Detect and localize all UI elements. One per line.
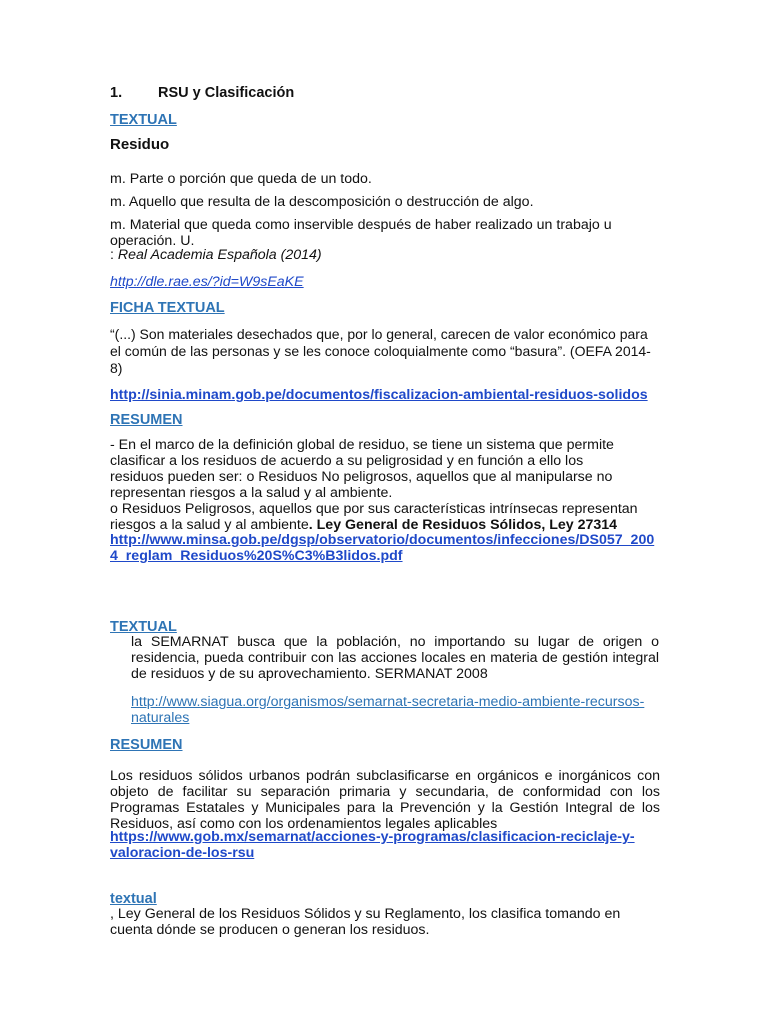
label-textual-1 [110,112,660,128]
minsa-link[interactable]: http://www.minsa.gob.pe/dgsp/observatorio/documentos/infecciones/DS057_2004_reglam_Residuos%20S%C3%B3lidos.pdf [110,532,655,564]
resumen-1-text: - En el marco de la definición global de residuo, se tiene un sistema que permite clasificar a los residuos de acuerdo a su peligrosidad y en función a ello los residuos pueden ser: o Residuos No peligrosos, aquellos que al manipularse no representan riesgos a la salud y al ambiente. [110,437,614,501]
minsa-link-line [110,532,658,564]
rae-link[interactable]: http://dle.rae.es/?id=W9sEaKE [110,274,304,290]
label-resumen-1 [110,412,660,428]
source-line [110,247,660,263]
section-number: 1. [110,85,123,101]
resumen-1-text2 [110,501,650,533]
term-residuo: Residuo [110,136,170,153]
label-textual-2 [110,619,660,635]
label-resumen-2 [110,737,660,753]
definition-2: m. Aquello que resulta de la descomposición o destrucción de algo. [110,194,534,210]
label-text: TEXTUAL [110,112,177,128]
source-citation: Real Academia Española (2014) [117,247,322,263]
siagua-link[interactable]: http://www.siagua.org/organismos/semarnat-secretaria-medio-ambiente-recursos-naturales [131,694,645,726]
ficha-quote: “(...) Son materiales desechados que, por lo general, carecen de valor económico para el común de las personas y se les conoce coloquialmente como “basura”. (OEFA 2014-8) [110,326,651,376]
sinia-link-line [110,387,670,403]
resumen-2-text: Los residuos sólidos urbanos podrán subclasificarse en orgánicos e inorgánicos con objeto de facilitar su separación primaria y secundaria, de conformidad con los Programas Estatales y Municipales para la Prevención y la Gestión Integral de los Residuos, así como con los ordenamientos legales aplicables [110,768,660,832]
law-citation: . Ley General de Residuos Sólidos, Ley 27314 [308,517,618,533]
gobmx-link-line [110,829,640,861]
label-text: RESUMEN [110,737,183,753]
rae-link-line [110,274,660,290]
section-title: RSU y Clasificación [158,85,295,101]
ley-general-text: , Ley General de los Residuos Sólidos y su Reglamento, los clasifica tomando en cuenta dónde se producen o generan los residuos. [110,906,621,938]
label-text: RESUMEN [110,412,183,428]
siagua-link-line [131,694,651,726]
semarnat-text: la SEMARNAT busca que la población, no importando su lugar de origen o residencia, pueda contribuir con las acciones locales en materia de gestión integral de residuos y de su aprovechamiento. SERMANAT 2008 [131,634,659,682]
gobmx-link[interactable]: https://www.gob.mx/semarnat/acciones-y-programas/clasificacion-reciclaje-y-valoracion-de-los-rsu [110,829,635,861]
resumen-1-peligrosos: o Residuos Peligrosos, aquellos que por sus características intrínsecas representan riesgos a la salud y al ambiente [110,501,638,533]
label-text: FICHA TEXTUAL [110,300,225,316]
label-text: TEXTUAL [110,619,177,635]
source-prefix: : [110,247,118,263]
definition-3: m. Material que queda como inservible después de haber realizado un trabajo u operación. U. [110,217,612,249]
sinia-link[interactable]: http://sinia.minam.gob.pe/documentos/fiscalizacion-ambiental-residuos-solidos [110,387,648,403]
section-heading [110,85,660,101]
definition-1: m. Parte o porción que queda de un todo. [110,171,372,187]
label-text: textual [110,891,157,907]
label-textual-3 [110,891,660,907]
label-ficha-textual [110,300,660,316]
